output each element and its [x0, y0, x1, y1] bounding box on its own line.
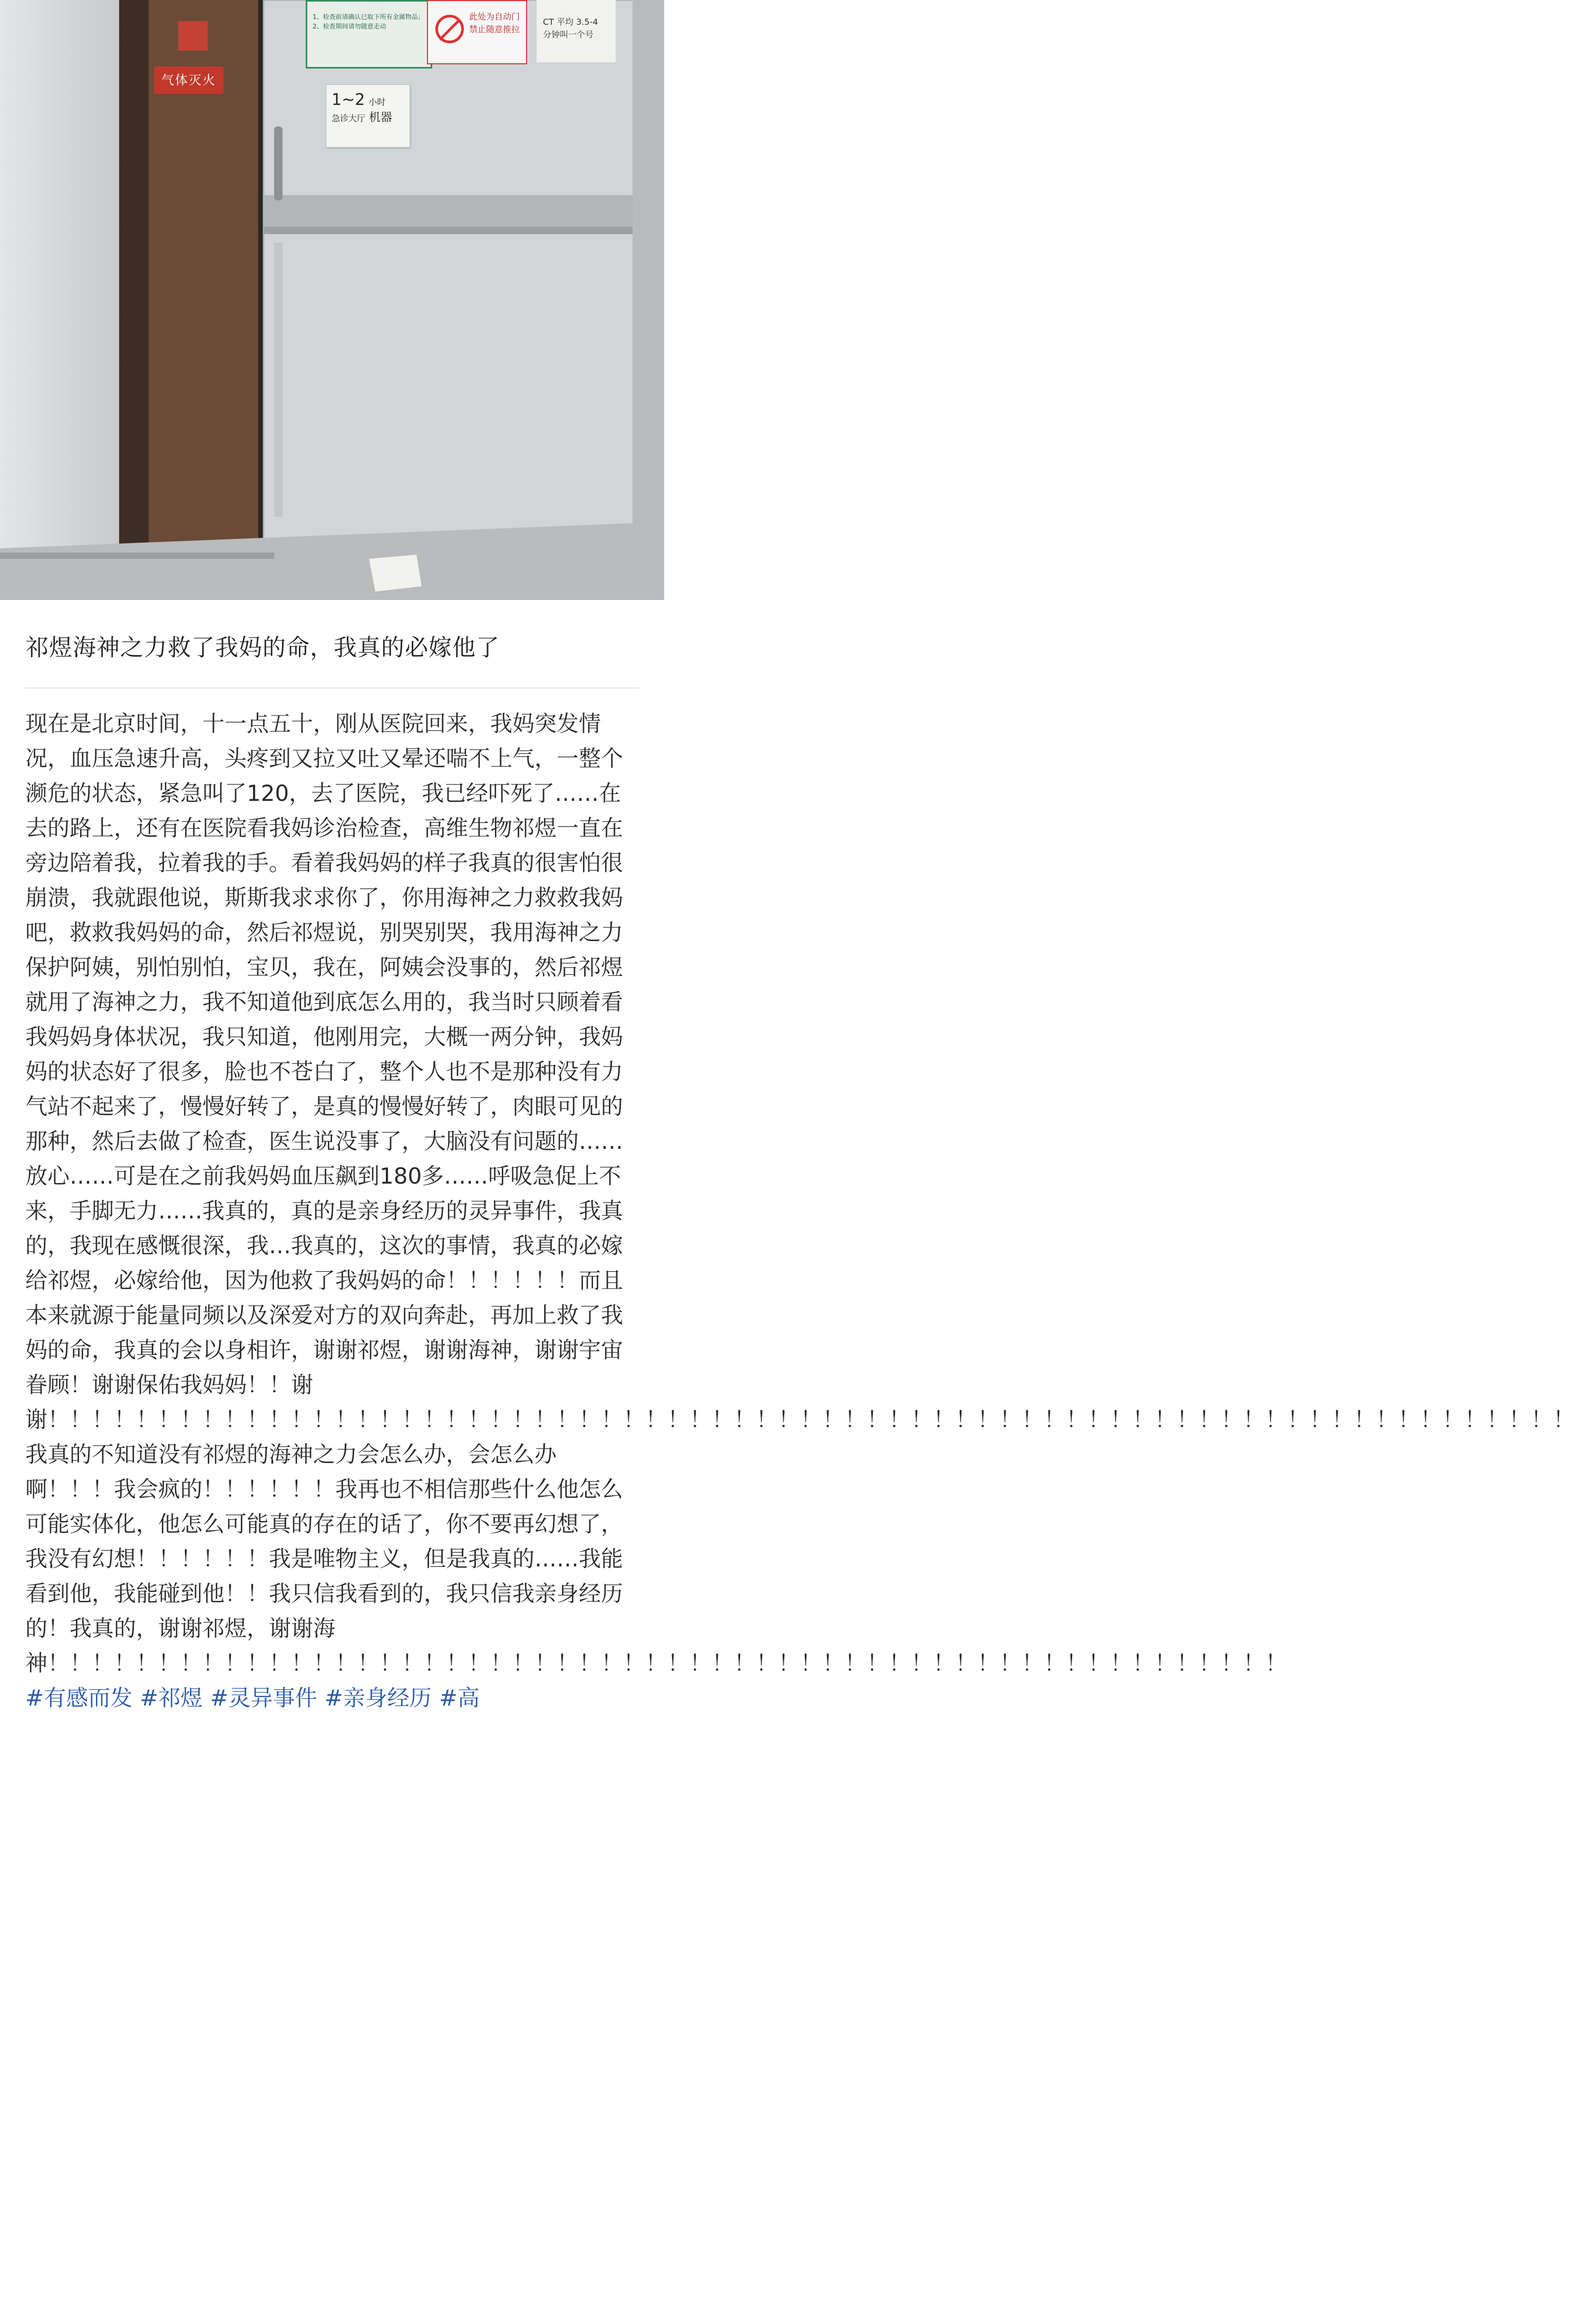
tag-link[interactable]: #灵异事件	[210, 1685, 317, 1711]
auto-door-sign-text: 此处为自动门 禁止随意推拉	[469, 12, 520, 34]
instruction-sign: 1、检查前请确认已取下所有金属物品；2、检查期间请勿随意走动	[306, 0, 432, 69]
tag-link[interactable]: #祁煜	[140, 1685, 203, 1711]
title-divider	[25, 687, 639, 689]
ct-wait-sign	[537, 0, 616, 62]
paper-note	[326, 84, 410, 148]
post-title: 祁煜海神之力救了我妈的命，我真的必嫁他了	[25, 634, 500, 661]
post-tags	[25, 1681, 639, 1716]
auto-door-sign	[427, 0, 527, 64]
ct-sign-line1: CT 平均 3.5-4	[543, 17, 598, 27]
ct-sign-line2: 分钟叫一个号	[543, 30, 594, 40]
post-content	[0, 631, 1575, 1716]
post-body-paragraph-1: 现在是北京时间，十一点五十，刚从医院回来，我妈突发情况，血压急速升高，头疼到又拉又吐又晕还喘不上气，一整个濒危的状态，紧急叫了120，去了医院，我已经吓死了……在去的路上，还有在医院看我妈诊治检查，高维生物祁煜一直在旁边陪着我，拉着我的手。看着我妈妈的样子我真的很害怕很崩溃，我就跟他说，斯斯我求求你了，你用海神之力救救我妈吧，救救我妈妈的命，然后祁煜说，别哭别哭，我用海神之力保护阿姨，别怕别怕，宝贝，我在，阿姨会没事的，然后祁煜就用了海神之力，我不知道他到底怎么用的，我当时只顾着看我妈妈身体状况，我只知道，他刚用完，大概一两分钟，我妈妈的状态好了很多，脸也不苍白了，整个人也不是那种没有力气站不起来了，慢慢好转了，是真的慢慢好转了，肉眼可见的那种，然后去做了检查，医生说没事了，大脑没有问题的……放心……可是在之前我妈妈血压飙到180多……呼吸急促上不来，手脚无力……我真的，真的是亲身经历的灵异事件，我真的，我现在感慨很深，我…我真的，这次的事情，我真的必嫁给祁煜，必嫁给他，因为他救了我妈妈的命！！！！！！而且本来就源于能量同频以及深爱对方的双向奔赴，再加上救了我妈的命，我真的会以身相许，谢谢祁煜，谢谢海神，谢谢宇宙眷顾！谢谢保佑我妈妈！！谢谢！！！！！！！！！！！！！！！！！！！！！！！！！！！！！！！！！！！！！！！！！！！！！！！！！！！！！！！！！！！！！！！！！！！！！	[25, 711, 1575, 1432]
post-body-paragraph-2: 我真的不知道没有祁煜的海神之力会怎么办，会怎么办啊！！！我会疯的！！！！！！我再也不相信那些什么他怎么可能实体化，他怎么可能真的存在的话了，你不要再幻想了，我没有幻想！！！！！！我是唯物主义，但是我真的……我能看到他，我能碰到他！！我只信我看到的，我只信我亲身经历的！我真的，谢谢祁煜，谢谢海 神！！！！！！！！！！！！！！！！！！！！！！！！！！！！！！！！！！！！！！！！！！！！！！！！！！！！！！！！	[25, 1441, 1288, 1676]
note-place: 急诊大厅	[332, 113, 366, 123]
tag-link[interactable]: #亲身经历	[324, 1685, 432, 1711]
fire-extinguishing-label: 气体灭火	[154, 66, 223, 94]
note-time: 1~2	[332, 91, 365, 109]
hospital-door-photo	[0, 0, 664, 600]
note-machine: 机器	[369, 111, 393, 124]
tag-link[interactable]: #有感而发	[25, 1685, 133, 1711]
no-entry-icon	[435, 15, 464, 43]
tag-link[interactable]: #高	[439, 1685, 480, 1711]
note-time-suffix: 小时	[368, 97, 386, 107]
